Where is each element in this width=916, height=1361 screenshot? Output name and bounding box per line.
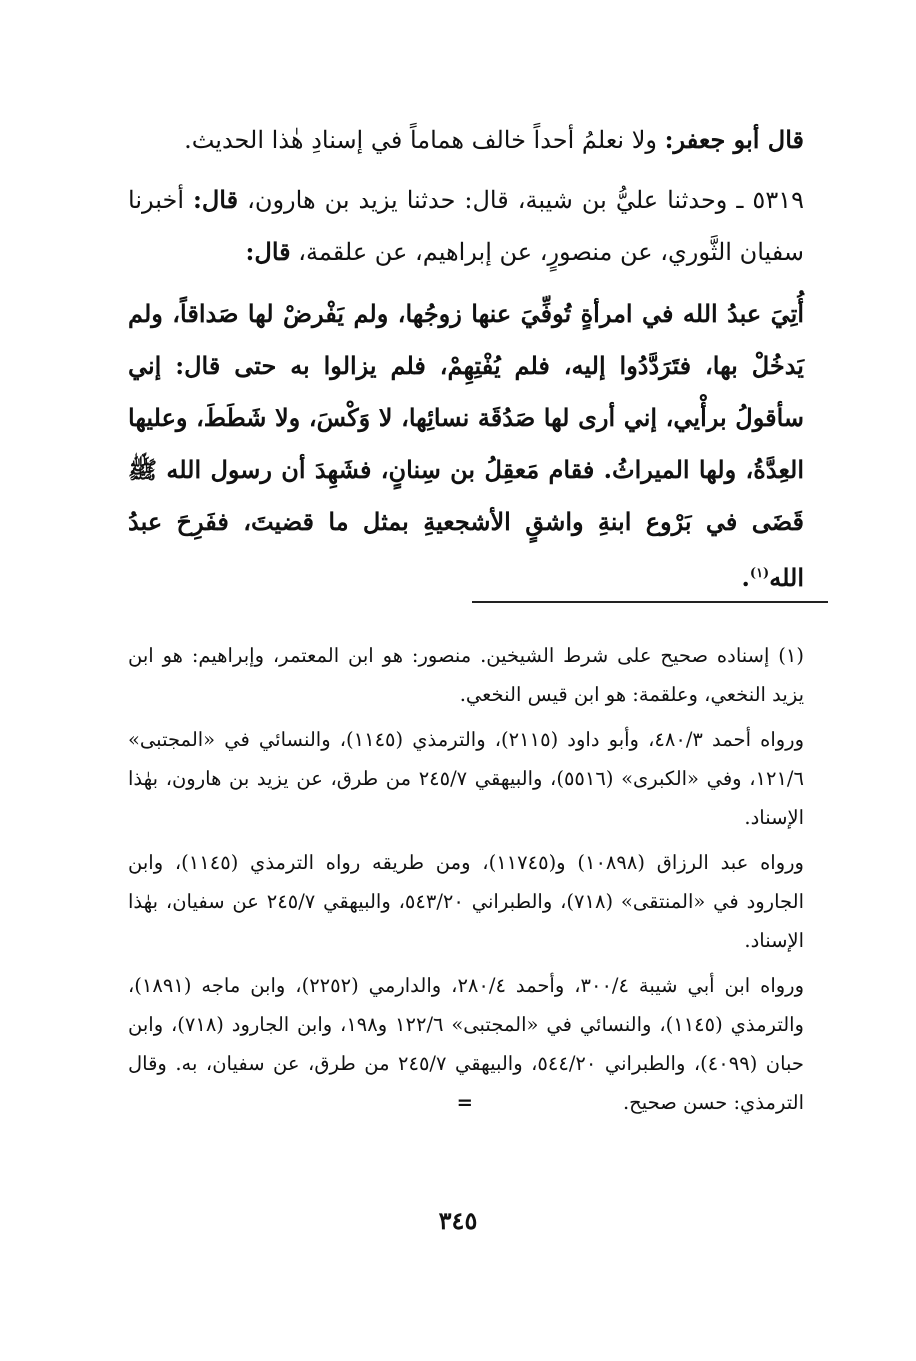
page-number: ٣٤٥ [438, 1206, 478, 1235]
footnote-4 [128, 966, 804, 1122]
footnote-divider [472, 601, 828, 603]
paragraph-2 [128, 174, 804, 278]
qala-1: قال: [192, 185, 239, 214]
qala-2: قال: [245, 237, 291, 266]
hadith-number: ٥٣١٩ ـ [736, 186, 804, 214]
paragraph-1-text: ولا نعلمُ أحداً خالف هماماً في إسنادِ هٰذا الحديث. [184, 126, 658, 154]
footnote-3: ورواه عبد الرزاق (١٠٨٩٨) و(١١٧٤٥)، ومن طريقه رواه الترمذي (١١٤٥)، وابن الجارود في «المنتقى» (٧١٨)، والطبراني ٥٤٣/٢٠، والبيهقي ٢٤٥/٧ عن سفيان، بهٰذا الإسناد. [128, 851, 804, 952]
footnotes [128, 636, 804, 1122]
chain-part-2: أخبرنا سفيان الثَّوري، عن منصورٍ، عن إبراهيم، عن علقمة، [128, 186, 804, 266]
speaker-label: قال أبو جعفر: [664, 125, 804, 154]
footnote-4-text: ورواه ابن أبي شيبة ٣٠٠/٤، وأحمد ٢٨٠/٤، والدارمي (٢٢٥٢)، وابن ماجه (١٨٩١)، والترمذي (١١٤٥)، والنسائي في «المجتبى» ١٢٢/٦ و١٩٨، وابن الجارود (٧١٨)، وابن حبان (٤٠٩٩)، والطبراني ٥٤٤/٢٠، والبيهقي ٢٤٥/٧ من طرق، عن سفيان، به. وقال الترمذي: حسن صحيح. [128, 974, 805, 1114]
hadith-body: أُتِيَ عبدُ الله في امرأةٍ تُوفِّيَ عنها زوجُها، ولم يَفْرضْ لها صَداقاً، ولم يَدخُلْ بها، فتَرَدَّدُوا إليه، فلم يُفْتِهِمْ، فلم يزالوا به حتى قال: إني سأقولُ برأْيي، إني أرى لها صَدُقَة نسائِها، لا وَكْسَ، ولا شَطَطَ، وعليها العِدَّةُ، ولها الميراثُ. فقام مَعقِلُ بن سِنانٍ، فشَهِدَ أن رسول الله ﷺ قَضَى في بَرْوع ابنةِ واشقٍ الأشجعيةِ بمثل ما قضيتَ، ففَرِحَ عبدُ الله [128, 299, 805, 592]
paragraph-1 [128, 114, 804, 166]
footnote-ref: (١) [749, 566, 770, 581]
continuation-mark: = [456, 1091, 473, 1114]
footnote-2: ورواه أحمد ٤٨٠/٣، وأبو داود (٢١١٥)، والترمذي (١١٤٥)، والنسائي في «المجتبى» ١٢١/٦، وفي «الكبرى» (٥٥١٦)، والبيهقي ٢٤٥/٧ من طرق، عن يزيد بن هارون، بهٰذا الإسناد. [128, 728, 804, 829]
hadith-text [128, 288, 804, 604]
footnote-1: (١) إسناده صحيح على شرط الشيخين. منصور: هو ابن المعتمر، وإبراهيم: هو ابن يزيد النخعي، وعلقمة: هو ابن قيس النخعي. [128, 644, 804, 706]
hadith-end: . [741, 563, 750, 592]
main-text [128, 114, 804, 604]
chain-part-1: وحدثنا عليُّ بن شيبة، قال: حدثنا يزيد بن هارون، [238, 186, 728, 214]
